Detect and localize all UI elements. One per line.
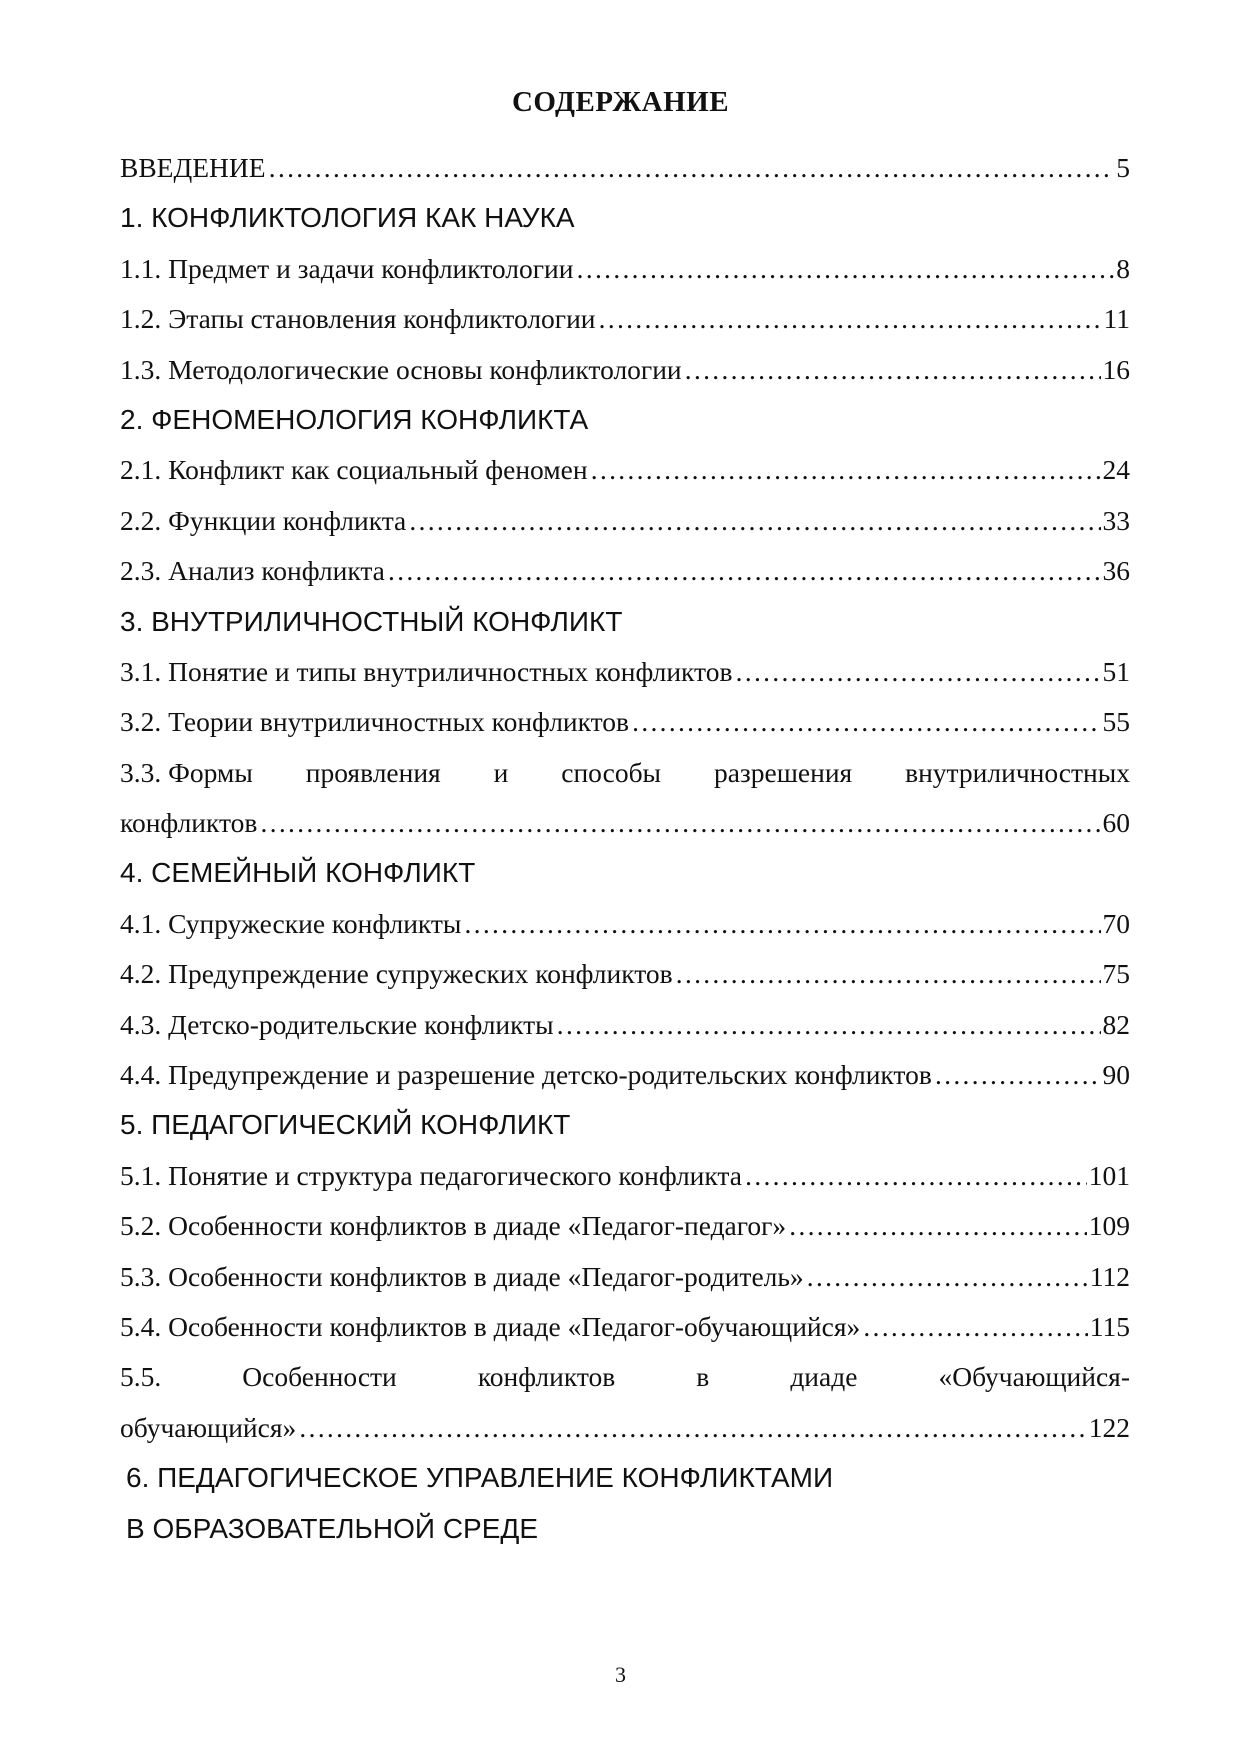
page-title: СОДЕРЖАНИЕ	[511, 86, 730, 118]
toc-page-number: 55	[1102, 706, 1130, 738]
dot-leader	[463, 908, 1100, 940]
toc-entry-5-2	[120, 1210, 1130, 1260]
dot-leader	[575, 253, 1114, 285]
dot-leader	[684, 354, 1101, 386]
toc-entry-4-2	[120, 958, 1130, 1008]
toc-entry-intro	[120, 152, 1130, 202]
toc-section-5	[120, 1109, 1130, 1159]
toc-page-number: 16	[1102, 353, 1130, 385]
toc-page-number: 24	[1102, 454, 1130, 486]
toc-page-number: 122	[1088, 1411, 1130, 1443]
dot-leader	[268, 152, 1115, 184]
toc-entry-title: 4.4. Предупреждение и разрешение детско-родительских конфликтов	[120, 1059, 932, 1091]
toc-section-title-continuation: В ОБРАЗОВАТЕЛЬНОЙ СРЕДЕ	[126, 1512, 539, 1544]
dot-leader	[590, 454, 1101, 486]
toc-section-2	[120, 404, 1130, 454]
toc-entry-title: 3.1. Понятие и типы внутриличностных конфликтов	[120, 655, 733, 687]
toc-word: 5.5.	[120, 1361, 162, 1393]
toc-word: внутриличностных	[905, 756, 1130, 788]
toc-entry-3-3-line1	[120, 757, 1130, 807]
dot-leader	[259, 807, 1100, 839]
toc-page-number: 51	[1102, 655, 1130, 687]
toc-section-4	[120, 857, 1130, 907]
toc-page-number: 112	[1089, 1260, 1130, 1292]
toc-section-title: 1. КОНФЛИКТОЛОГИЯ КАК НАУКА	[120, 202, 575, 234]
toc-word: способы	[561, 756, 662, 788]
toc-page-number: 5	[1116, 152, 1130, 183]
toc-word: 3.3. Формы	[120, 756, 253, 788]
dot-leader	[734, 656, 1100, 688]
toc-page-number: 60	[1102, 807, 1130, 839]
toc-page-number: 75	[1102, 958, 1130, 990]
dot-leader	[598, 303, 1102, 335]
toc-entry-title: 4.3. Детско-родительские конфликты	[120, 1008, 554, 1040]
toc-entry-3-1	[120, 656, 1130, 706]
toc-section-3	[120, 606, 1130, 656]
toc-word: разрешения	[713, 756, 853, 788]
toc-page-number: 8	[1116, 252, 1130, 284]
toc-entry-2-3	[120, 555, 1130, 605]
toc-section-title: 5. ПЕДАГОГИЧЕСКИЙ КОНФЛИКТ	[120, 1109, 571, 1141]
toc-section-6-line2	[120, 1513, 1130, 1563]
toc-section-title: 3. ВНУТРИЛИЧНОСТНЫЙ КОНФЛИКТ	[120, 605, 623, 637]
toc-entry-title: 1.2. Этапы становления конфликтологии	[120, 303, 596, 335]
toc-page-number: 109	[1088, 1210, 1130, 1242]
toc-section-title: 6. ПЕДАГОГИЧЕСКОЕ УПРАВЛЕНИЕ КОНФЛИКТАМИ	[126, 1462, 834, 1494]
toc-entry-4-1	[120, 908, 1130, 958]
dot-leader	[631, 706, 1100, 738]
toc-entry-title: ВВЕДЕНИЕ	[120, 152, 266, 183]
toc-entry-title: 1.3. Методологические основы конфликтологии	[120, 353, 682, 385]
toc-entry-title-continuation: конфликтов	[120, 807, 258, 839]
toc-page-number: 115	[1089, 1310, 1130, 1342]
toc-section-6-line1	[120, 1462, 1130, 1512]
toc-page-number: 90	[1102, 1059, 1130, 1091]
dot-leader	[788, 1210, 1087, 1242]
toc-page-number: 33	[1102, 504, 1130, 536]
dot-leader	[862, 1311, 1088, 1343]
toc-entry-title: 5.1. Понятие и структура педагогического конфликта	[120, 1159, 742, 1191]
toc-entry-4-4	[120, 1059, 1130, 1109]
toc-entry-5-3	[120, 1261, 1130, 1311]
toc-entry-3-2	[120, 706, 1130, 756]
toc-word: проявления	[305, 756, 441, 788]
toc-page-number: 82	[1102, 1008, 1130, 1040]
toc-entry-3-3-line2	[120, 807, 1130, 857]
toc-entry-5-5-line2	[120, 1412, 1130, 1462]
dot-leader	[744, 1160, 1087, 1192]
toc-entry-title: 2.2. Функции конфликта	[120, 504, 407, 536]
toc-page-number: 70	[1102, 907, 1130, 939]
toc-entry-title: 2.3. Анализ конфликта	[120, 555, 385, 587]
toc-section-title: 4. СЕМЕЙНЫЙ КОНФЛИКТ	[120, 857, 476, 889]
dot-leader	[298, 1412, 1087, 1444]
toc-entry-5-5-line1	[120, 1361, 1130, 1411]
toc-entry-5-4	[120, 1311, 1130, 1361]
toc-entry-2-2	[120, 505, 1130, 555]
toc-entry-title: 2.1. Конфликт как социальный феномен	[120, 454, 588, 486]
toc-entry-1-2	[120, 303, 1130, 353]
toc-word: конфликтов	[477, 1361, 616, 1393]
toc-entry-title: 1.1. Предмет и задачи конфликтологии	[120, 252, 574, 284]
dot-leader	[675, 958, 1101, 990]
dot-leader	[806, 1261, 1088, 1293]
toc-entry-title-continuation: обучающийся»	[120, 1411, 297, 1443]
toc-page-number: 36	[1102, 555, 1130, 587]
toc-entry-1-3	[120, 354, 1130, 404]
toc-entry-1-1	[120, 253, 1130, 303]
toc-entry-2-1	[120, 454, 1130, 504]
table-of-contents	[120, 152, 1130, 1563]
toc-page-number: 101	[1088, 1159, 1130, 1191]
toc-entry-title: 5.2. Особенности конфликтов в диаде «Педагог-педагог»	[120, 1210, 787, 1242]
toc-word: Особенности	[242, 1361, 397, 1393]
toc-entry-5-1	[120, 1160, 1130, 1210]
toc-section-title: 2. ФЕНОМЕНОЛОГИЯ КОНФЛИКТА	[120, 403, 589, 435]
dot-leader	[556, 1009, 1101, 1041]
toc-page-number: 11	[1103, 303, 1130, 335]
toc-entry-title: 5.4. Особенности конфликтов в диаде «Педагог-обучающийся»	[120, 1310, 861, 1342]
toc-entry-4-3	[120, 1009, 1130, 1059]
toc-word: диаде	[790, 1361, 858, 1393]
dot-leader	[934, 1059, 1101, 1091]
dot-leader	[408, 505, 1100, 537]
toc-entry-title: 3.2. Теории внутриличностных конфликтов	[120, 706, 630, 738]
toc-section-1	[120, 202, 1130, 252]
toc-word: и	[493, 756, 509, 788]
toc-entry-title: 5.3. Особенности конфликтов в диаде «Педагог-родитель»	[120, 1260, 804, 1292]
toc-word: в	[696, 1361, 710, 1393]
toc-entry-title: 4.1. Супружеские конфликты	[120, 907, 462, 939]
toc-entry-title: 4.2. Предупреждение супружеских конфликтов	[120, 958, 673, 990]
page-number: 3	[615, 1662, 626, 1687]
dot-leader	[387, 555, 1101, 587]
toc-word: «Обучающийся-	[938, 1361, 1130, 1393]
